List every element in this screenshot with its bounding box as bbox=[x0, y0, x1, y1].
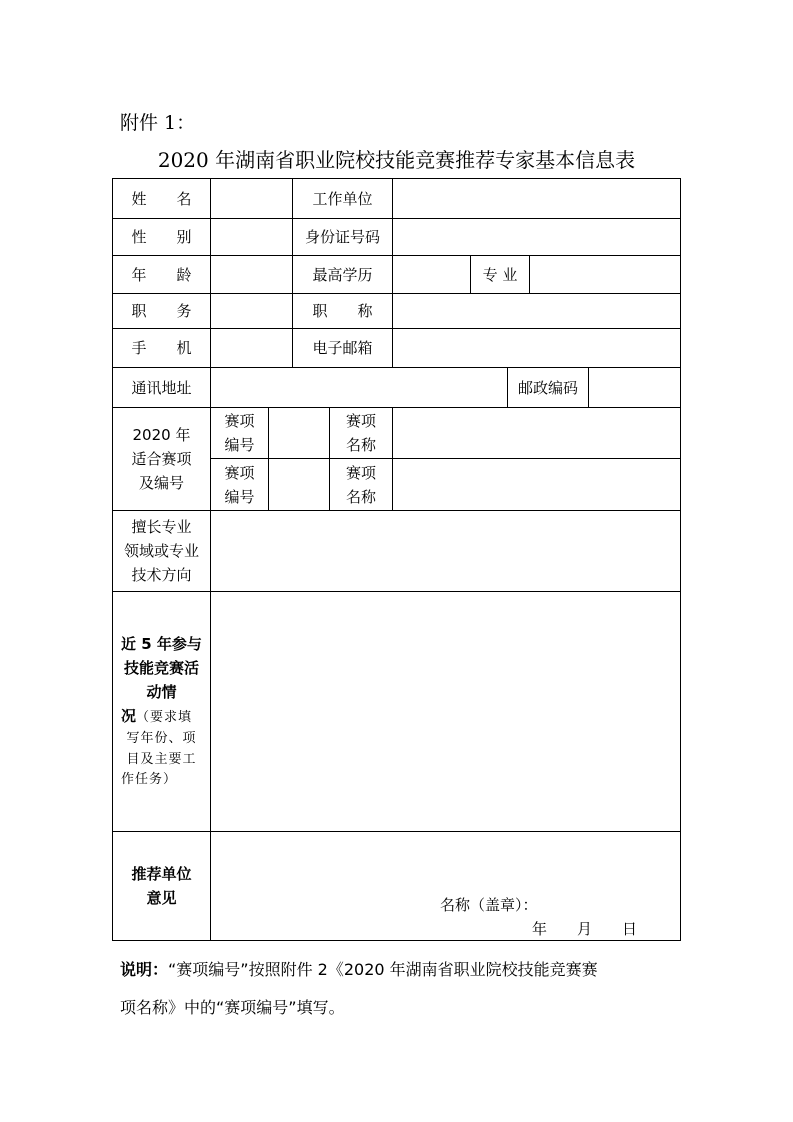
event-year-line3: 及编号 bbox=[138, 474, 184, 492]
education-label: 最高学历 bbox=[312, 265, 373, 284]
event-no-2b: 编号 bbox=[224, 487, 255, 506]
postcode-label: 邮政编码 bbox=[517, 378, 578, 397]
event-year-label bbox=[113, 408, 210, 510]
event-name-2b: 名称 bbox=[345, 487, 376, 506]
position-label: 职 务 bbox=[131, 302, 192, 320]
name-label: 姓 名 bbox=[131, 189, 192, 208]
work-unit-label: 工作单位 bbox=[312, 189, 373, 208]
event-name-1a: 赛项 bbox=[345, 412, 376, 430]
event-name-label-2 bbox=[330, 459, 392, 510]
event-no-2a: 赛项 bbox=[224, 463, 255, 482]
title-rank-label: 职 称 bbox=[312, 302, 373, 320]
mobile-label: 手 机 bbox=[131, 339, 192, 357]
gender-label: 性 别 bbox=[131, 228, 192, 246]
activity-line7: 作任务） bbox=[121, 772, 178, 788]
activity-line6: 目及主要工 bbox=[126, 751, 197, 767]
date-label: 年 月 日 bbox=[532, 920, 638, 938]
age-label: 年 龄 bbox=[131, 265, 192, 284]
event-number-label-2 bbox=[211, 459, 268, 510]
expertise-line3: 技术方向 bbox=[131, 566, 192, 584]
event-no-1a: 赛项 bbox=[224, 412, 255, 430]
recommend-line2: 意见 bbox=[146, 889, 177, 907]
id-number-label: 身份证号码 bbox=[304, 228, 380, 246]
event-year-line2: 适合赛项 bbox=[131, 450, 192, 468]
activity-line4-bold: 况 bbox=[121, 706, 137, 725]
major-label: 专 业 bbox=[482, 265, 518, 284]
event-name-1b: 名称 bbox=[345, 436, 376, 454]
note-line2: 项名称》中的“赛项编号”填写。 bbox=[120, 998, 345, 1017]
event-no-1b: 编号 bbox=[224, 436, 255, 454]
recommend-line1: 推荐单位 bbox=[131, 865, 192, 883]
activity-line2: 技能竞赛活 bbox=[123, 658, 199, 677]
seal-label: 名称（盖章）： bbox=[440, 896, 538, 914]
event-name-label-1 bbox=[330, 408, 392, 458]
note-line1 bbox=[120, 957, 680, 983]
recommend-label bbox=[113, 832, 210, 940]
note-text-1: “赛项编号”按照附件 2《2020 年湖南省职业院校技能竞赛赛 bbox=[168, 960, 598, 979]
event-name-2a: 赛项 bbox=[345, 463, 376, 482]
expertise-line1: 擅长专业 bbox=[131, 518, 192, 536]
activity-line3: 动情 bbox=[146, 682, 177, 701]
expertise-line2: 领域或专业 bbox=[123, 542, 199, 560]
activity-line1: 近 5 年参与 bbox=[121, 634, 202, 653]
event-number-label-1 bbox=[211, 408, 268, 458]
activity-line5: 写年份、项 bbox=[126, 730, 197, 746]
expertise-label bbox=[113, 511, 210, 591]
activity-label bbox=[113, 592, 210, 831]
address-label: 通讯地址 bbox=[131, 378, 192, 397]
attachment-label: 附件 1： bbox=[120, 112, 196, 134]
form-title: 2020 年湖南省职业院校技能竞赛推荐专家基本信息表 bbox=[157, 148, 636, 172]
note-prefix: 说明： bbox=[120, 960, 169, 979]
email-label: 电子邮箱 bbox=[312, 339, 373, 357]
event-year-line1: 2020 年 bbox=[132, 426, 191, 444]
activity-line4-rest: （要求填 bbox=[136, 709, 193, 725]
